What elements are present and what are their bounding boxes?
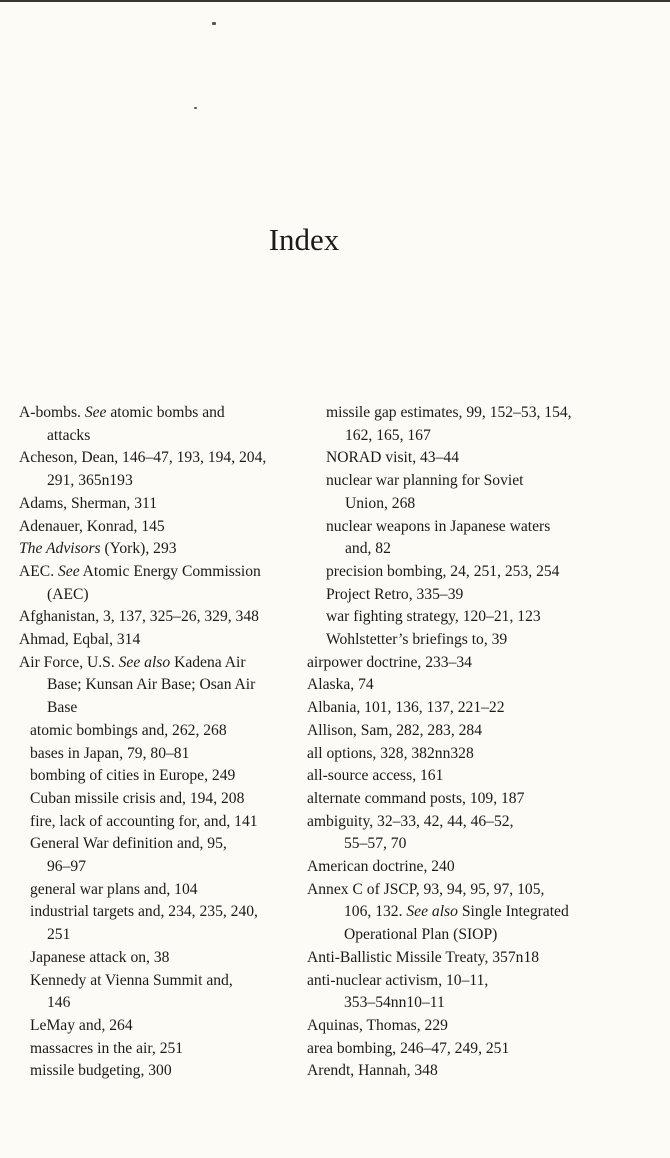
index-text: anti-nuclear activism, 10–11, 353–54nn10–11 <box>307 971 489 1012</box>
index-text: all options, 328, 382nn328 <box>307 744 474 762</box>
index-subentry <box>19 1015 309 1038</box>
index-entry <box>307 856 607 879</box>
index-text: Atomic Energy Commission (AEC) <box>47 562 261 603</box>
index-subentry <box>307 629 607 652</box>
index-subentry <box>19 879 309 902</box>
index-subentry <box>307 470 607 515</box>
page-top-edge <box>0 0 670 2</box>
index-text: missile gap estimates, 99, 152–53, 154, 162, 165, 167 <box>326 404 572 444</box>
index-entry <box>307 1015 607 1038</box>
index-entry <box>307 811 607 856</box>
index-entry <box>19 447 309 492</box>
index-entry <box>307 743 607 766</box>
index-text: Alaska, 74 <box>307 676 374 694</box>
index-text: Afghanistan, 3, 137, 325–26, 329, 348 <box>19 608 259 626</box>
index-text: precision bombing, 24, 251, 253, 254 <box>326 562 560 580</box>
index-text: Adams, Sherman, 311 <box>19 494 158 512</box>
index-entry <box>19 629 309 652</box>
index-text: nuclear war planning for Soviet Union, 268 <box>326 472 524 512</box>
index-entry <box>307 788 607 811</box>
index-subentry <box>19 1060 309 1083</box>
index-subentry <box>19 970 309 1015</box>
index-entry <box>307 674 607 697</box>
index-text: Albania, 101, 136, 137, 221–22 <box>307 699 505 717</box>
index-text: Japanese attack on, 38 <box>30 948 170 966</box>
index-entry <box>307 1060 607 1083</box>
index-italic-text: See also <box>118 653 171 671</box>
index-entry <box>307 697 607 720</box>
index-text: general war plans and, 104 <box>30 880 198 898</box>
index-text: Air Force, U.S. <box>19 653 119 671</box>
index-subentry <box>19 765 309 788</box>
index-text: Single Integrated Operational Plan (SIOP) <box>344 903 569 944</box>
index-italic-text: See also <box>406 903 458 921</box>
index-text: atomic bombs and attacks <box>47 404 225 444</box>
index-subentry <box>19 788 309 811</box>
index-text: Cuban missile crisis and, 194, 208 <box>30 789 245 807</box>
index-subentry <box>19 720 309 743</box>
index-text: bombing of cities in Europe, 249 <box>30 767 236 785</box>
index-text: atomic bombings and, 262, 268 <box>30 721 227 739</box>
index-text: nuclear weapons in Japanese waters and, 82 <box>326 517 551 558</box>
index-entry <box>307 947 607 970</box>
index-text: Annex C of JSCP, 93, 94, 95, 97, 105, 106, 132. <box>307 880 545 921</box>
scan-speck <box>212 22 216 25</box>
index-text: Allison, Sam, 282, 283, 284 <box>307 721 483 739</box>
index-italic-text: See <box>84 404 107 421</box>
index-subentry <box>19 833 309 878</box>
index-text: industrial targets and, 234, 235, 240, 251 <box>30 903 258 944</box>
index-entry <box>307 720 607 743</box>
index-entry <box>307 970 607 1015</box>
page-title: Index <box>268 222 340 257</box>
index-text: A-bombs. <box>19 404 85 421</box>
index-entry <box>19 516 309 539</box>
index-subentry <box>19 811 309 834</box>
index-column-left <box>19 402 309 1083</box>
index-entry <box>307 765 607 788</box>
index-text: Adenauer, Konrad, 145 <box>19 517 165 535</box>
index-text: area bombing, 246–47, 249, 251 <box>307 1039 510 1057</box>
index-entry <box>19 606 309 629</box>
index-subentry <box>307 402 607 447</box>
index-subentry <box>307 584 607 607</box>
index-entry <box>19 493 309 516</box>
index-entry <box>19 538 309 561</box>
index-entry <box>19 652 309 720</box>
index-subentry <box>307 516 607 561</box>
index-italic-text: The Advisors <box>19 540 101 558</box>
index-text: AEC. <box>19 562 58 580</box>
index-text: Aquinas, Thomas, 229 <box>307 1016 448 1034</box>
index-text: war fighting strategy, 120–21, 123 <box>326 608 541 626</box>
index-text: Wohlstetter’s briefings to, 39 <box>326 631 508 649</box>
index-text: Arendt, Hannah, 348 <box>307 1062 438 1080</box>
index-text: American doctrine, 240 <box>307 858 455 876</box>
scan-speck <box>194 107 197 109</box>
index-text: missile budgeting, 300 <box>30 1062 172 1080</box>
index-subentry <box>19 743 309 766</box>
index-text: fire, lack of accounting for, and, 141 <box>30 812 258 830</box>
index-entry <box>19 561 309 606</box>
index-text: Anti-Ballistic Missile Treaty, 357n18 <box>307 948 540 966</box>
index-text: Acheson, Dean, 146–47, 193, 194, 204, 291, 365n193 <box>19 449 267 490</box>
index-subentry <box>19 901 309 946</box>
index-text: massacres in the air, 251 <box>30 1039 184 1057</box>
index-text: Ahmad, Eqbal, 314 <box>19 631 141 649</box>
index-text: all-source access, 161 <box>307 767 444 785</box>
index-entry <box>19 402 309 447</box>
index-subentry <box>19 947 309 970</box>
index-subentry <box>307 606 607 629</box>
index-text: alternate command posts, 109, 187 <box>307 789 525 807</box>
index-entry <box>307 1038 607 1061</box>
index-entry <box>307 652 607 675</box>
index-text: bases in Japan, 79, 80–81 <box>30 744 190 762</box>
index-entry <box>307 879 607 947</box>
index-subentry <box>307 447 607 470</box>
index-text: NORAD visit, 43–44 <box>326 449 459 467</box>
index-text: Kadena Air Base; Kunsan Air Base; Osan Air Base <box>47 653 256 717</box>
index-column-right <box>307 402 607 1083</box>
index-text: LeMay and, 264 <box>30 1016 133 1034</box>
index-text: (York), 293 <box>100 540 177 558</box>
index-text: Kennedy at Vienna Summit and, 146 <box>30 971 233 1012</box>
index-subentry <box>19 1038 309 1061</box>
index-subentry <box>307 561 607 584</box>
index-text: General War definition and, 95, 96–97 <box>30 835 227 876</box>
index-text: ambiguity, 32–33, 42, 44, 46–52, 55–57, 70 <box>307 812 514 853</box>
index-text: Project Retro, 335–39 <box>326 585 464 603</box>
index-italic-text: See <box>57 562 80 580</box>
index-text: airpower doctrine, 233–34 <box>307 653 472 671</box>
